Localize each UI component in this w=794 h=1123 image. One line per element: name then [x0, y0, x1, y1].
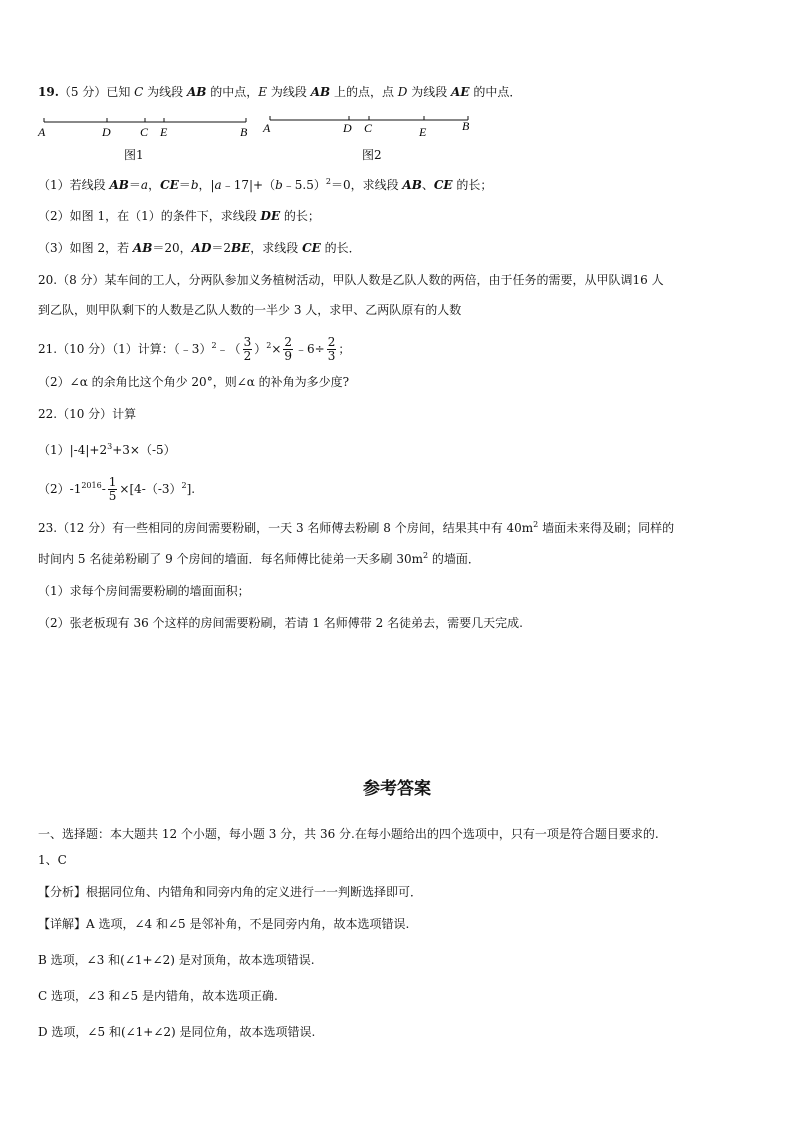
- q21-line1: 21.（10 分）（1）计算：（﹣3）$^2$﹣（ $\frac{3}{2}$ ）$^2$× $\frac{2}{9}$ ﹣6÷ $\frac{2}{3}$ ；: [38, 335, 351, 363]
- q19-stem: 19.（5 分）已知 C 为线段 AB 的中点，E 为线段 AB 上的点，点 D 为线段 AE 的中点．: [38, 85, 522, 99]
- fig1-point-a: A: [38, 125, 46, 139]
- fig2-point-d: D: [343, 121, 352, 135]
- q19-part1: （1）若线段 AB＝a，CE＝b，|a﹣17|+（b﹣5.5）$^2$＝0，求线段 AB、CE 的长；: [38, 177, 493, 192]
- figure-1-caption: 图1: [124, 148, 144, 162]
- q19-part3: （3）如图 2，若 AB＝20，AD＝2BE，求线段 CE 的长．: [38, 241, 361, 255]
- answer-option-b: B 选项，∠3 和(∠1+∠2) 是对顶角，故本选项错误.: [38, 953, 315, 967]
- answer-item: 1、C: [38, 853, 67, 867]
- fraction-2-9: $\frac{2}{9}$: [284, 335, 293, 363]
- figure-2-segment: [258, 112, 478, 142]
- q23-part2: （2）张老板现有 36 个这样的房间需要粉刷，若请 1 名师傅带 2 名徒弟去，需要几天完成.: [38, 616, 523, 630]
- answer-analysis: 【分析】根据同位角、内错角和同旁内角的定义进行一一判断选择即可．: [38, 885, 423, 899]
- figure-1-segment: [34, 112, 264, 142]
- q23-part1: （1）求每个房间需要粉刷的墙面面积；: [38, 584, 250, 598]
- fig1-point-d: D: [102, 125, 111, 139]
- q19-part2: （2）如图 1，在（1）的条件下，求线段 DE 的长；: [38, 209, 320, 223]
- fig1-point-e: E: [160, 125, 168, 139]
- answers-heading: 参考答案: [363, 779, 431, 799]
- q23-line2: 时间内 5 名徒弟粉刷了 9 个房间的墙面．每名师傅比徒弟一天多刷 $30m^2$ 的墙面．: [38, 551, 480, 566]
- fig2-point-a: A: [263, 121, 271, 135]
- fig2-point-e: E: [419, 125, 427, 139]
- figure-2-caption: 图2: [362, 148, 382, 162]
- fraction-2-3: $\frac{2}{3}$: [327, 335, 336, 363]
- q21-line2: （2）∠α 的余角比这个角少 20°，则∠α 的补角为多少度?: [38, 375, 350, 389]
- fig2-point-c: C: [364, 121, 373, 135]
- fraction-3-2: $\frac{3}{2}$: [243, 335, 252, 363]
- answer-detail: 【详解】A 选项，∠4 和∠5 是邻补角，不是同旁内角，故本选项错误.: [38, 917, 410, 931]
- answer-option-d: D 选项，∠5 和(∠1+∠2) 是同位角，故本选项错误.: [38, 1025, 316, 1039]
- q22-part1: $(1)|-4|+2^3+3\times(-5)$: [38, 442, 176, 457]
- fig2-point-b: B: [462, 119, 470, 133]
- answer-option-c: C 选项，∠3 和∠5 是内错角，故本选项正确.: [38, 989, 278, 1003]
- q20-line2: 到乙队，则甲队剩下的人数是乙队人数的一半少 3 人，求甲、乙两队原有的人数: [38, 303, 462, 317]
- fraction-1-5: $\frac{1}{5}$: [108, 475, 117, 503]
- q22-title: 22.（10 分）计算: [38, 407, 137, 421]
- q23-line1: 23.（12 分）有一些相同的房间需要粉刷，一天 3 名师傅去粉刷 8 个房间，结果其中有 $40m^2$ 墙面未来得及刷；同样的: [38, 520, 675, 535]
- q22-part2: $(2)-1^{2016}-$ $\frac{1}{5}$ $\times[4-(-3)^2]$.: [38, 475, 196, 503]
- answers-intro: 一、选择题：本大题共 12 个小题，每小题 3 分，共 36 分.在每小题给出的四个选项中，只有一项是符合题目要求的.: [38, 827, 659, 841]
- fig1-point-c: C: [140, 125, 149, 139]
- fig1-point-b: B: [240, 125, 248, 139]
- q20-line1: 20.（8 分）某车间的工人，分两队参加义务植树活动，甲队人数是乙队人数的两倍，由于任务的需要，从甲队调16 人: [38, 273, 664, 287]
